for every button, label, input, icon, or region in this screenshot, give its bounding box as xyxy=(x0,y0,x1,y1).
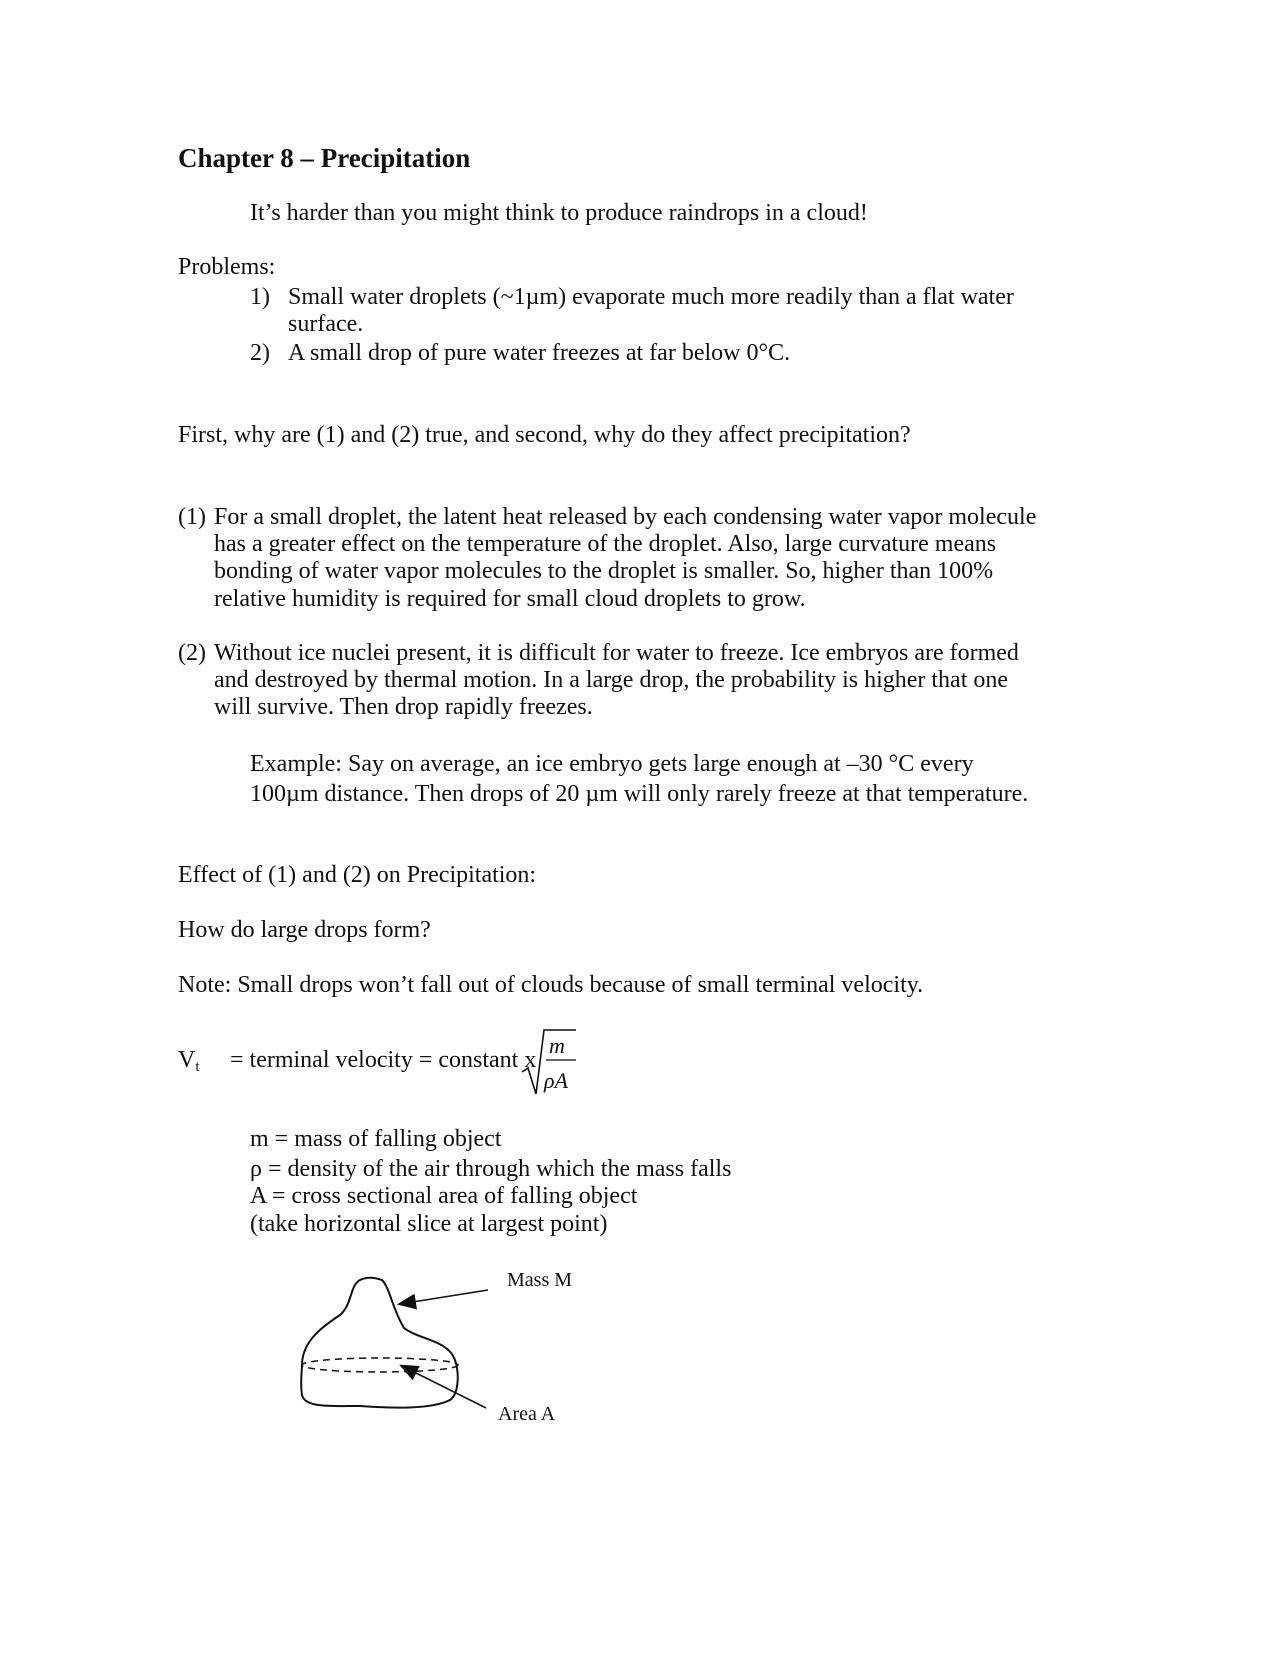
definition-line: (take horizontal slice at largest point) xyxy=(250,1211,608,1237)
problem-item-2 xyxy=(250,339,790,367)
problem-number: 1) xyxy=(250,284,270,310)
formula-lhs xyxy=(178,1046,200,1081)
area-label: Area A xyxy=(498,1403,556,1425)
explanation-2-num: (2) xyxy=(178,640,206,666)
explanation-1-line: For a small droplet, the latent heat released by each condensing water vapor molecule xyxy=(214,504,1037,530)
problem-item-1-cont: surface. xyxy=(288,311,364,337)
example-line: Example: Say on average, an ice embryo gets large enough at –30 °C every xyxy=(250,751,974,777)
page-title: Chapter 8 – Precipitation xyxy=(178,143,471,173)
example-line: 100µm distance. Then drops of 20 µm will only rarely freeze at that temperature. xyxy=(250,781,1029,807)
explanation-1-line: bonding of water vapor molecules to the droplet is smaller. So, higher than 100% xyxy=(214,558,994,584)
definition-line: ρ = density of the air through which the mass falls xyxy=(250,1156,732,1182)
question-text: First, why are (1) and (2) true, and second, why do they affect precipitation? xyxy=(178,422,911,448)
explanation-1-line: relative humidity is required for small cloud droplets to grow. xyxy=(214,586,806,612)
intro-text: It’s harder than you might think to produce raindrops in a cloud! xyxy=(250,200,868,226)
explanation-1-line: has a greater effect on the temperature of the droplet. Also, large curvature means xyxy=(214,531,997,557)
note-text: Note: Small drops won’t fall out of clouds because of small terminal velocity. xyxy=(178,972,924,998)
problem-number: 2) xyxy=(250,340,270,366)
explanation-2-line: and destroyed by thermal motion. In a large drop, the probability is higher that one xyxy=(214,667,1009,693)
fraction-numerator: m xyxy=(549,1033,565,1058)
area-slice xyxy=(302,1358,458,1372)
problems-heading: Problems: xyxy=(178,254,276,280)
formula-symbol: V xyxy=(178,1047,196,1073)
formula-subscript: t xyxy=(195,1059,200,1075)
definition-line: A = cross sectional area of falling object xyxy=(250,1183,638,1209)
problem-text: A small drop of pure water freezes at far below 0°C. xyxy=(288,340,791,366)
definition-line: m = mass of falling object xyxy=(250,1126,502,1152)
mass-label: Mass M xyxy=(507,1269,573,1291)
mass-arrow xyxy=(400,1290,488,1304)
how-question: How do large drops form? xyxy=(178,917,431,943)
problem-text: Small water droplets (~1µm) evaporate much more readily than a flat water xyxy=(288,284,1014,310)
mass-blob xyxy=(301,1278,458,1408)
effect-heading: Effect of (1) and (2) on Precipitation: xyxy=(178,862,537,888)
explanation-2-line: will survive. Then drop rapidly freezes. xyxy=(214,694,593,720)
formula-text: = terminal velocity = constant x xyxy=(230,1047,537,1073)
fraction-denominator: ρA xyxy=(544,1068,568,1093)
explanation-2-line: Without ice nuclei present, it is difficult for water to freeze. Ice embryos are formed xyxy=(214,640,1019,666)
explanation-1-num: (1) xyxy=(178,504,206,530)
problem-item-1 xyxy=(250,283,1014,311)
